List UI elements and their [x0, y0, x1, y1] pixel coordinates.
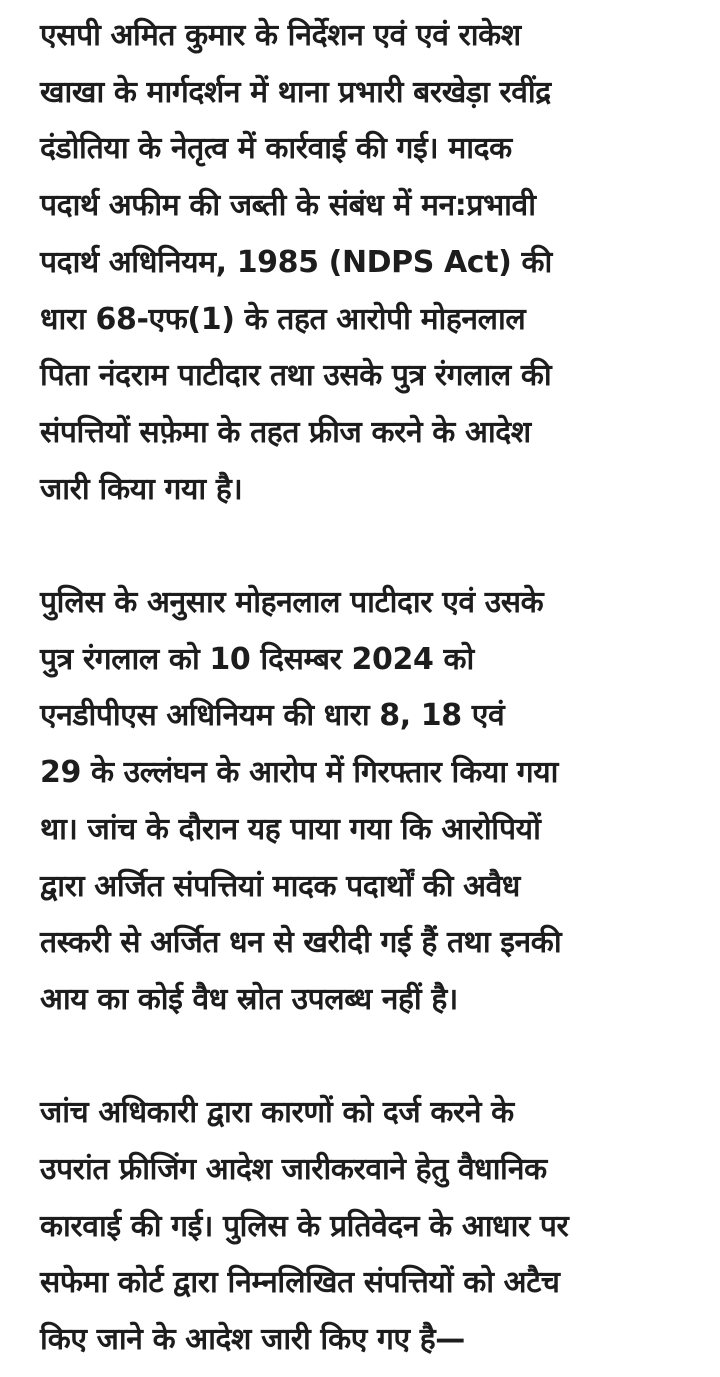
paragraph-line: 29 के उल्लंघन के आरोप में गिरफ्तार किया गया [40, 755, 559, 791]
paragraph-line: संपत्तियों सफ़ेमा के तहत फ्रीज करने के आदेश [40, 414, 531, 450]
paragraph-line: सफेमा कोर्ट द्वारा निम्नलिखित संपत्तियों को अटैच [40, 1265, 560, 1301]
paragraph-line: जांच अधिकारी द्वारा कारणों को दर्ज करने के [40, 1095, 514, 1131]
article-paragraph-3 [40, 1085, 690, 1369]
paragraph-line: धारा 68-एफ(1) के तहत आरोपी मोहनलाल [40, 301, 526, 337]
paragraph-line: पदार्थ अधिनियम, 1985 (NDPS Act) की [40, 244, 552, 280]
paragraph-line: कारवाई की गई। पुलिस के प्रतिवेदन के आधार पर [40, 1208, 569, 1244]
paragraph-line: खाखा के मार्गदर्शन में थाना प्रभारी बरखेड़ा रवींद्र [40, 74, 551, 110]
article-paragraph-1 [40, 8, 690, 518]
article-paragraph-2 [40, 575, 690, 1029]
paragraph-line: पुलिस के अनुसार मोहनलाल पाटीदार एवं उसके [40, 585, 544, 621]
paragraph-line: द्वारा अर्जित संपत्तियां मादक पदार्थों की अवैध [40, 868, 520, 904]
paragraph-line: पदार्थ अफीम की जब्ती के संबंध में मन:प्रभावी [40, 188, 536, 224]
paragraph-line: दंडोतिया के नेतृत्व में कार्रवाई की गई। मादक [40, 131, 512, 167]
paragraph-line: किए जाने के आदेश जारी किए गए है— [40, 1322, 465, 1358]
paragraph-line: आय का कोई वैध स्रोत उपलब्ध नहीं है। [40, 981, 458, 1017]
paragraph-line: पुत्र रंगलाल को 10 दिसम्बर 2024 को [40, 641, 474, 677]
paragraph-line: जारी किया गया है। [40, 471, 243, 507]
paragraph-line: उपरांत फ्रीजिंग आदेश जारीकरवाने हेतु वैधानिक [40, 1152, 547, 1188]
paragraph-line: एनडीपीएस अधिनियम की धारा 8, 18 एवं [40, 698, 505, 734]
paragraph-line: था। जांच के दौरान यह पाया गया कि आरोपियों [40, 811, 541, 847]
paragraph-line: एसपी अमित कुमार के निर्देशन एवं एवं राकेश [40, 18, 521, 53]
paragraph-line: पिता नंदराम पाटीदार तथा उसके पुत्र रंगलाल की [40, 358, 552, 394]
article-body [40, 8, 690, 1369]
paragraph-line: तस्करी से अर्जित धन से खरीदी गई हैं तथा इनकी [40, 925, 562, 961]
